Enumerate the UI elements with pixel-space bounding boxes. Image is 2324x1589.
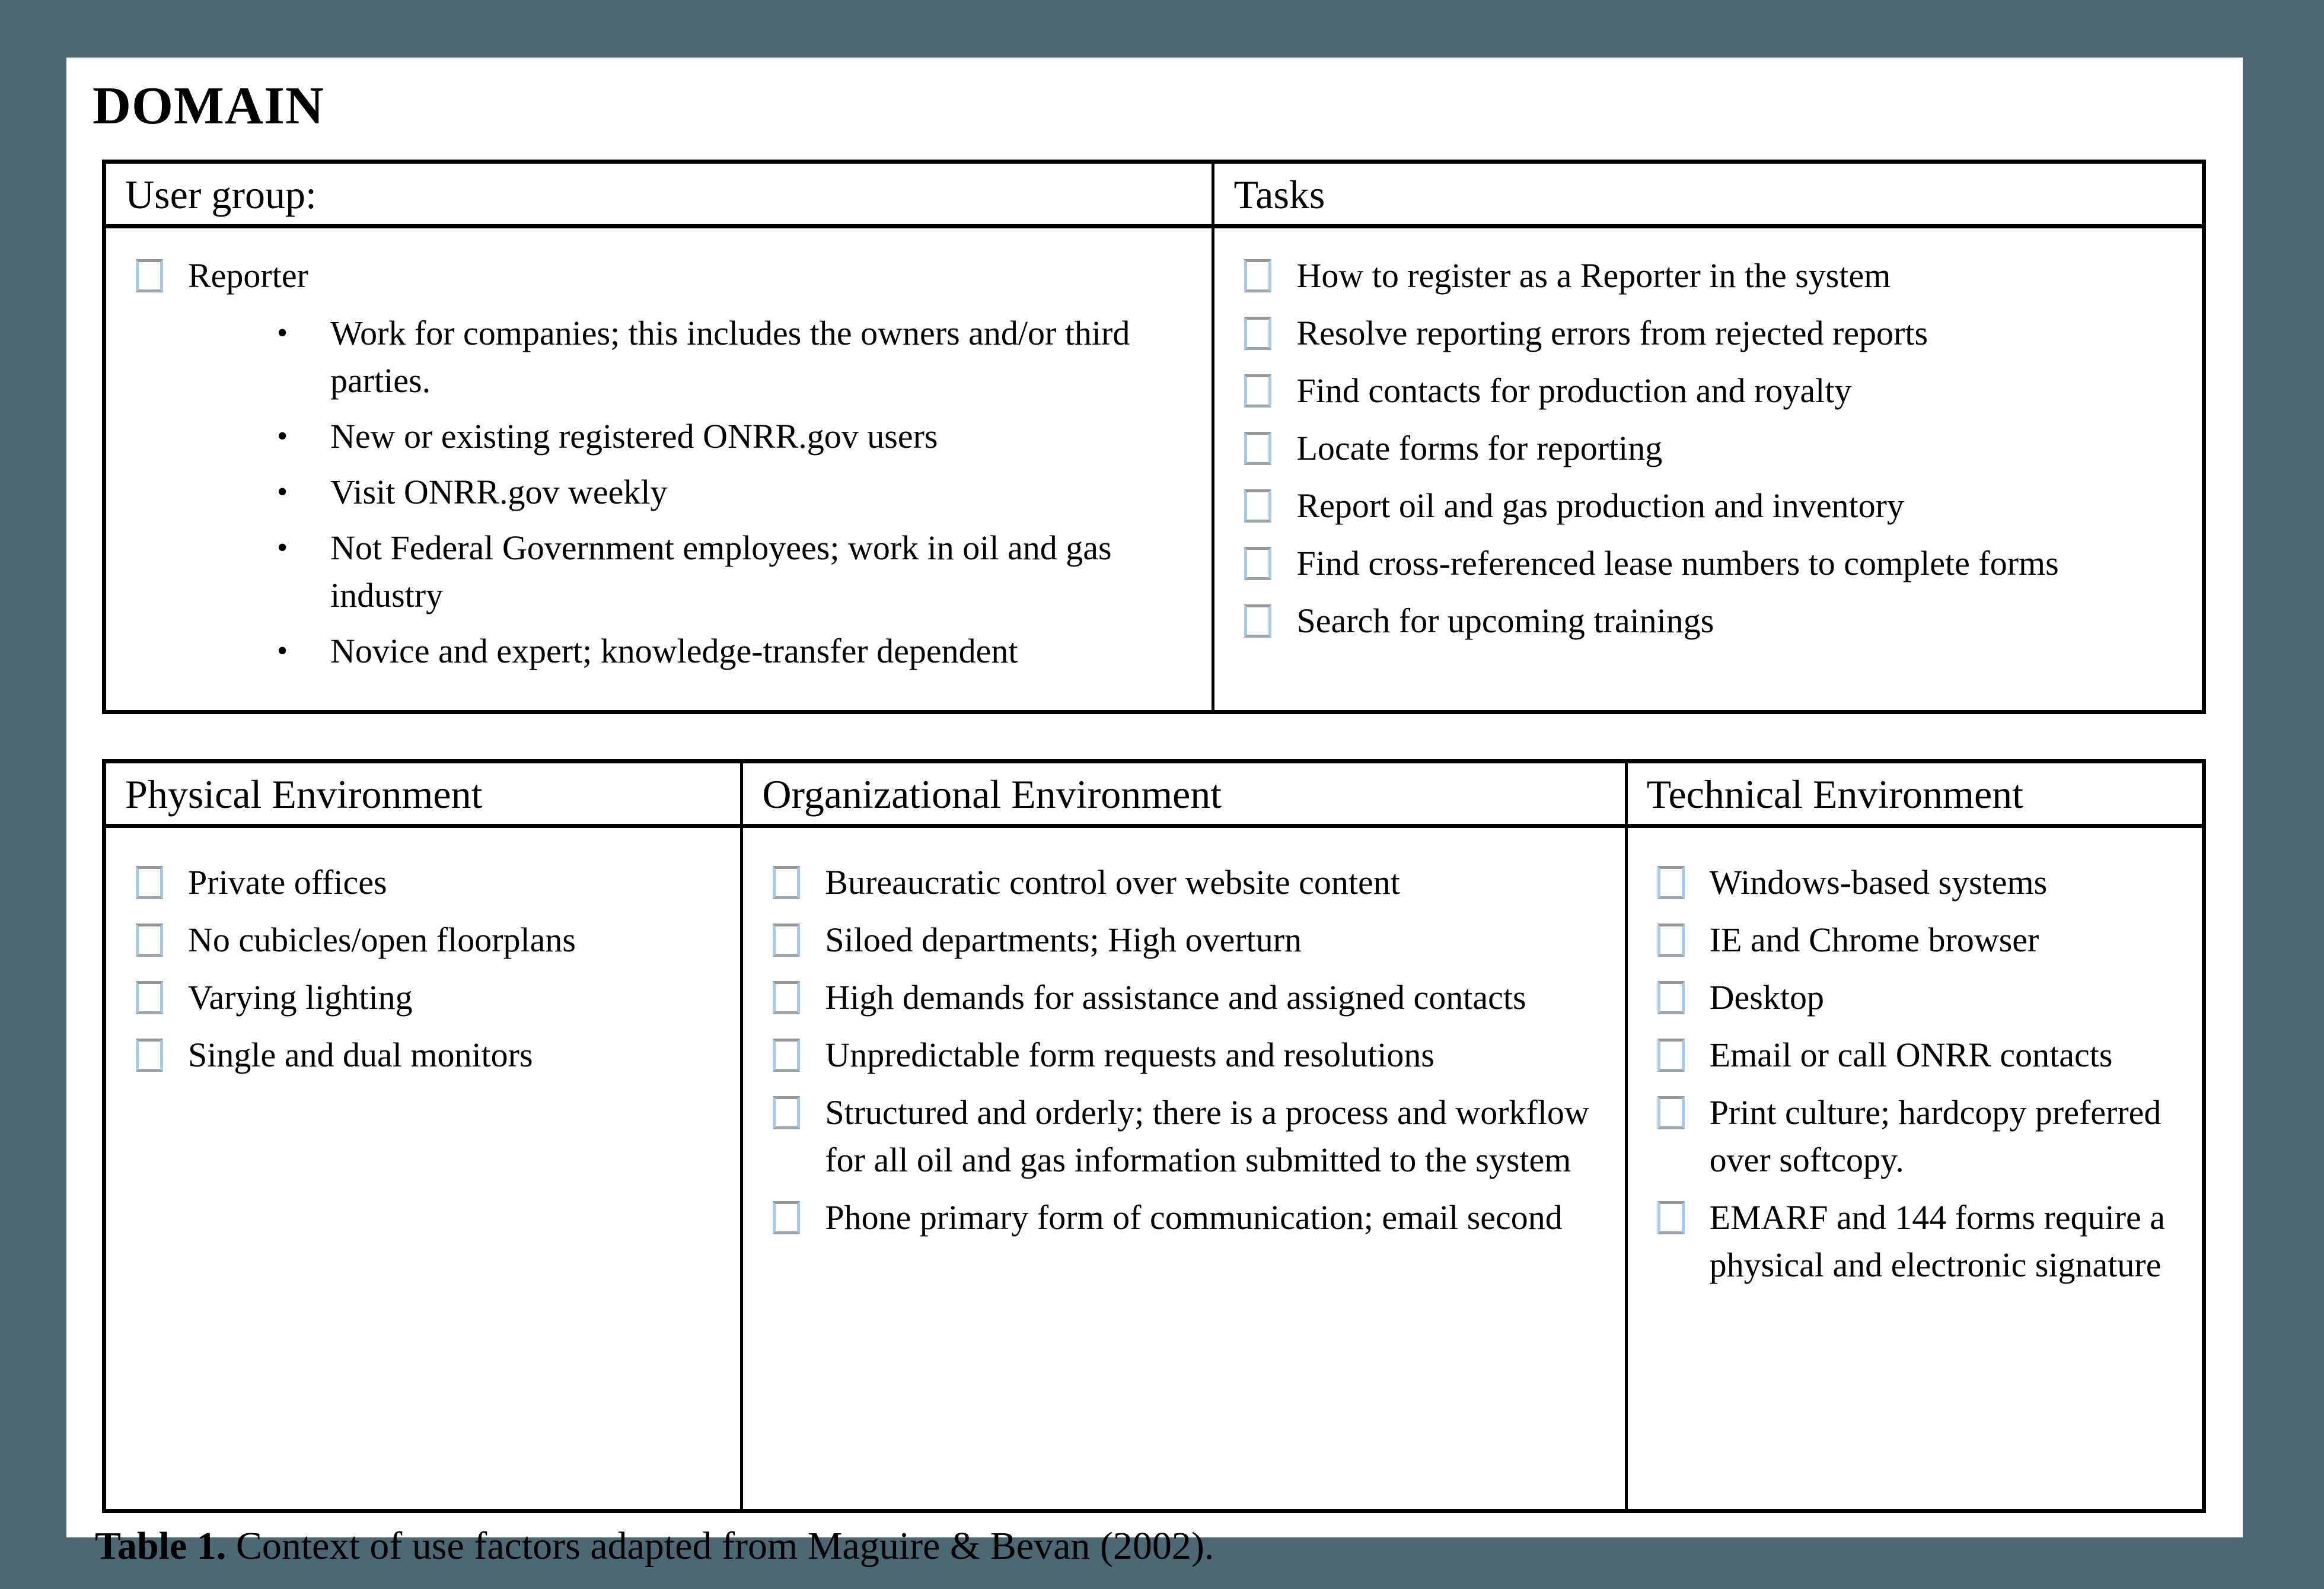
checklist-item: [773, 1031, 1603, 1079]
item-text: Work for companies; this includes the owners and/or third parties.: [330, 314, 1130, 400]
bullet-list-item: [277, 628, 1190, 675]
empty-checkbox-icon: [773, 1096, 800, 1129]
item-text: EMARF and 144 forms require a physical and electronic signature: [1709, 1198, 2166, 1284]
table2-body-row: [106, 828, 2202, 1509]
item-text: Reporter: [188, 256, 308, 295]
checklist-item: [136, 974, 719, 1021]
bullet-icon: •: [277, 475, 288, 509]
table1-header-user-group: User group:: [106, 164, 1214, 224]
bullet-list-item: [277, 413, 1190, 460]
checklist-item: [1657, 1089, 2180, 1184]
item-text: Search for upcoming trainings: [1296, 601, 1714, 640]
bullet-list-item: [277, 469, 1190, 516]
empty-checkbox-icon: [1244, 432, 1271, 465]
empty-checkbox-icon: [1244, 604, 1271, 638]
checklist-item: [773, 859, 1603, 906]
bullet-icon: •: [277, 634, 288, 668]
table2-header-physical: Physical Environment: [106, 763, 743, 824]
item-text: Find cross-referenced lease numbers to complete forms: [1296, 544, 2059, 582]
table1-header-row: [106, 164, 2202, 228]
environment-table: [102, 759, 2206, 1513]
item-text: Bureaucratic control over website content: [825, 863, 1400, 902]
item-text: Visit ONRR.gov weekly: [330, 473, 668, 511]
empty-checkbox-icon: [1657, 981, 1685, 1014]
table1-header-tasks: Tasks: [1233, 172, 1325, 217]
empty-checkbox-icon: [1657, 1201, 1685, 1234]
item-text: Phone primary form of communication; email second: [825, 1198, 1563, 1237]
physical-environment-cell: [106, 828, 743, 1509]
checklist-item: [1657, 974, 2180, 1021]
empty-checkbox-icon: [1657, 1096, 1685, 1129]
item-text: Unpredictable form requests and resolutions: [825, 1036, 1434, 1074]
checklist-item: [773, 974, 1603, 1021]
checklist-item: [1244, 252, 2180, 300]
checklist-item: [1244, 482, 2180, 530]
empty-checkbox-icon: [773, 1201, 800, 1234]
item-text: New or existing registered ONRR.gov users: [330, 417, 938, 456]
table2-header-organizational: Organizational Environment: [743, 763, 1627, 824]
item-text: Print culture; hardcopy preferred over softcopy.: [1709, 1093, 2162, 1179]
checklist-item: [773, 1089, 1603, 1184]
empty-checkbox-icon: [773, 924, 800, 957]
item-text: Find contacts for production and royalty: [1296, 371, 1852, 410]
checklist-item: [773, 916, 1603, 964]
empty-checkbox-icon: [1657, 924, 1685, 957]
item-text: Siloed departments; High overturn: [825, 921, 1302, 959]
item-text: Report oil and gas production and inventory: [1296, 486, 1904, 525]
empty-checkbox-icon: [136, 1039, 163, 1072]
checklist-item: [1657, 1194, 2180, 1289]
checklist-item: [1244, 425, 2180, 472]
item-text: Varying lighting: [188, 978, 413, 1017]
checklist-item: [773, 1194, 1603, 1241]
empty-checkbox-icon: [773, 981, 800, 1014]
checklist-item: [1244, 540, 2180, 587]
table1-body-row: [106, 228, 2202, 710]
checklist-item: [136, 1031, 719, 1079]
item-text: Novice and expert; knowledge-transfer dependent: [330, 632, 1018, 670]
checklist-item: [136, 859, 719, 906]
empty-checkbox-icon: [1244, 259, 1271, 292]
empty-checkbox-icon: [1244, 489, 1271, 523]
empty-checkbox-icon: [136, 924, 163, 957]
document-page: [66, 58, 2243, 1568]
table-caption-text: Context of use factors adapted from Maguire & Bevan (2002).: [226, 1524, 1214, 1568]
empty-checkbox-icon: [1657, 1039, 1685, 1072]
item-text: IE and Chrome browser: [1709, 921, 2039, 959]
bullet-list-item: [277, 524, 1190, 619]
item-text: How to register as a Reporter in the system: [1296, 256, 1891, 295]
bullet-list-item: [277, 310, 1190, 405]
empty-checkbox-icon: [1244, 547, 1271, 580]
checklist-item: [1657, 1031, 2180, 1079]
empty-checkbox-icon: [1657, 866, 1685, 899]
checklist-item: [1244, 310, 2180, 357]
tasks-cell: [1214, 228, 2202, 710]
technical-environment-cell: [1628, 828, 2202, 1509]
item-text: High demands for assistance and assigned contacts: [825, 978, 1526, 1017]
item-text: Private offices: [188, 863, 387, 902]
bullet-icon: •: [277, 419, 288, 453]
checklist-item: [1244, 367, 2180, 415]
section-heading: DOMAIN: [93, 77, 324, 135]
user-group-cell: [106, 228, 1214, 710]
empty-checkbox-icon: [136, 259, 163, 292]
item-text: Single and dual monitors: [188, 1036, 533, 1074]
user-group-tasks-table: [102, 160, 2206, 714]
table-caption: [95, 1521, 2243, 1571]
empty-checkbox-icon: [773, 866, 800, 899]
empty-checkbox-icon: [1244, 317, 1271, 350]
item-text: Not Federal Government employees; work in oil and gas industry: [330, 528, 1112, 614]
organizational-environment-cell: [743, 828, 1627, 1509]
item-text: Windows-based systems: [1709, 863, 2048, 902]
item-text: Structured and orderly; there is a process and workflow for all oil and gas information submitted to the system: [825, 1093, 1589, 1179]
table2-header-technical: Technical Environment: [1646, 772, 2024, 817]
item-text: No cubicles/open floorplans: [188, 921, 576, 959]
item-text: Resolve reporting errors from rejected reports: [1296, 314, 1928, 352]
checklist-item: [1244, 597, 2180, 645]
bullet-icon: •: [277, 531, 288, 565]
table-caption-label: Table 1.: [95, 1524, 227, 1568]
empty-checkbox-icon: [1244, 374, 1271, 407]
empty-checkbox-icon: [136, 866, 163, 899]
bullet-icon: •: [277, 316, 288, 350]
checklist-item: [136, 916, 719, 964]
checklist-item: [136, 252, 1190, 300]
checklist-item: [1657, 859, 2180, 906]
item-text: Email or call ONRR contacts: [1709, 1036, 2113, 1074]
empty-checkbox-icon: [136, 981, 163, 1014]
table2-header-row: [106, 763, 2202, 828]
item-text: Locate forms for reporting: [1296, 429, 1663, 467]
item-text: Desktop: [1709, 978, 1824, 1017]
checklist-item: [1657, 916, 2180, 964]
empty-checkbox-icon: [773, 1039, 800, 1072]
